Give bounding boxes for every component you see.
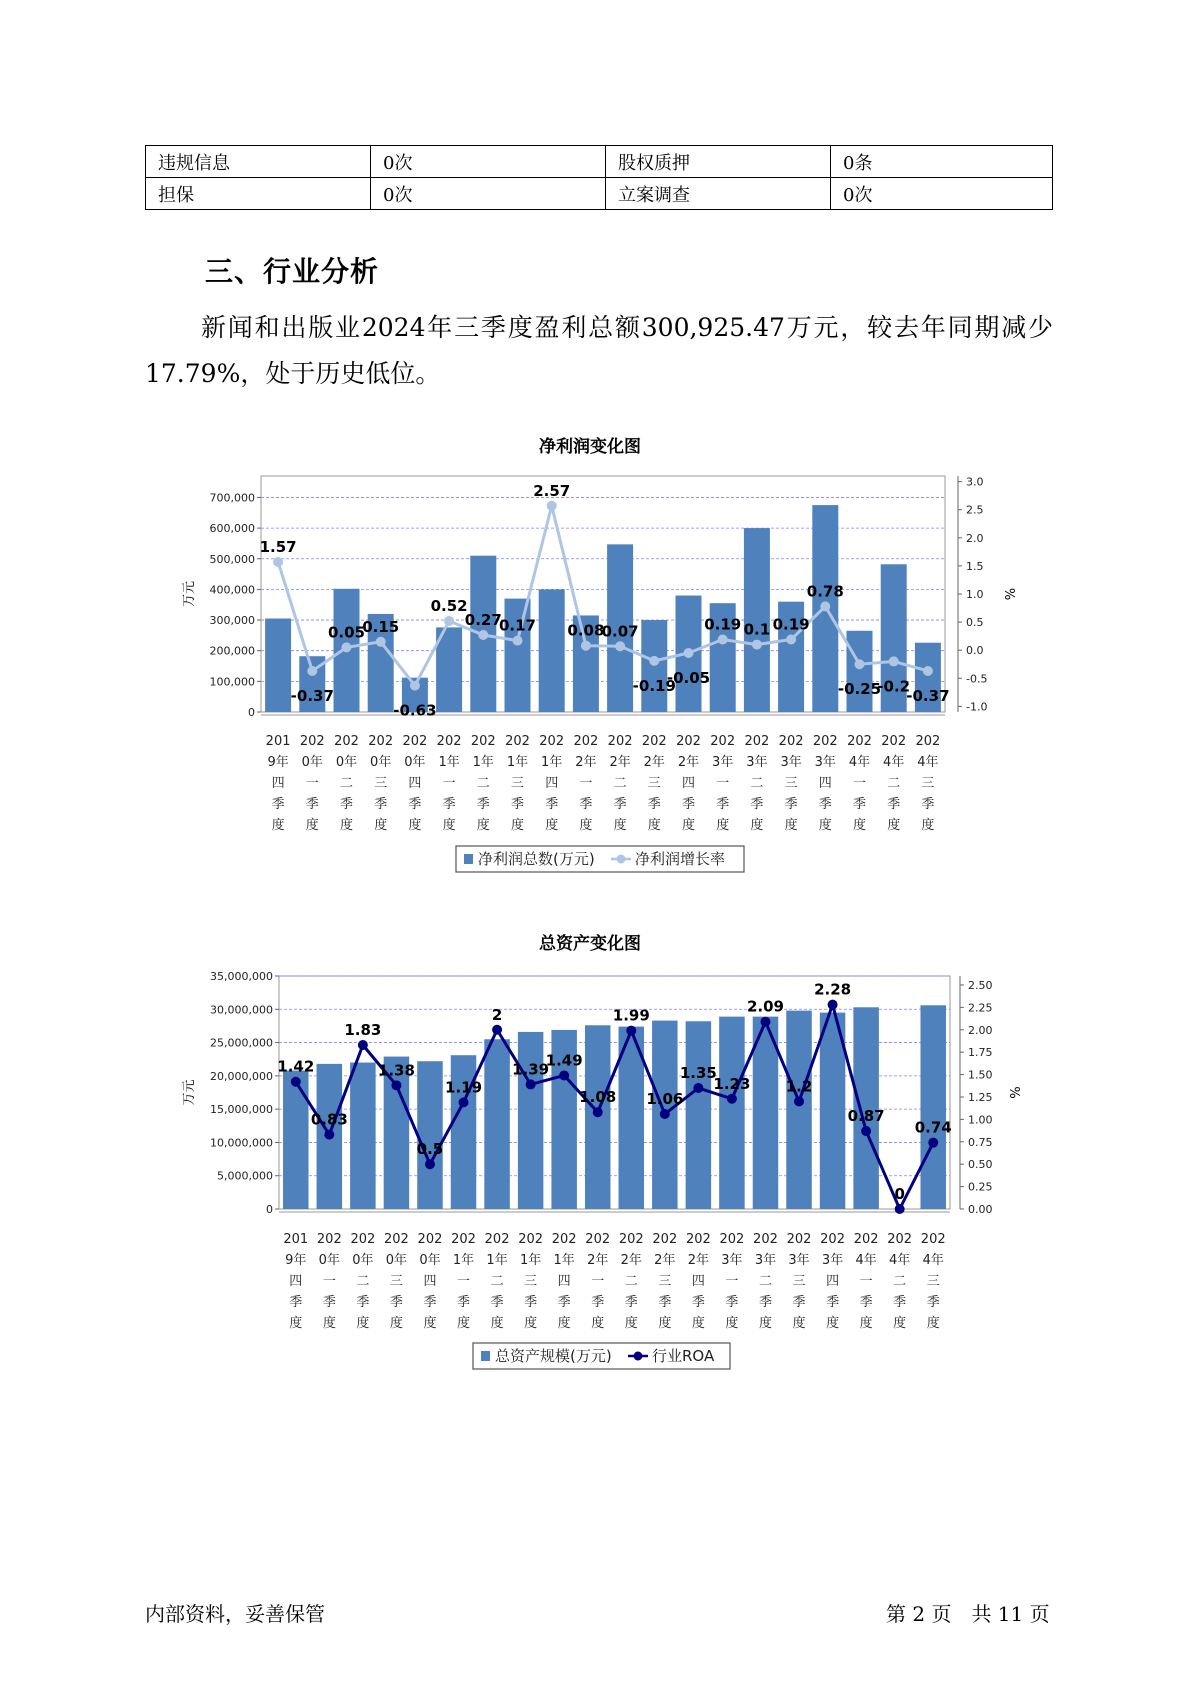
x-tick-label: 202 0年一季度 (299, 734, 325, 833)
data-label: 1.08 (579, 1088, 617, 1107)
data-point (324, 1130, 334, 1140)
bar (283, 1071, 308, 1209)
x-tick-label: 202 2年二季度 (618, 1232, 644, 1331)
legend-label: 净利润增长率 (635, 850, 726, 868)
data-point (660, 1109, 670, 1119)
data-label: 2.09 (746, 997, 784, 1016)
data-point (760, 1017, 770, 1027)
x-tick-label: 202 2年三季度 (652, 1232, 678, 1331)
y2-tick-label: -1.0 (966, 700, 988, 714)
y2-tick-label: 0.5 (966, 616, 984, 630)
x-tick-label: 202 1年二季度 (470, 734, 496, 833)
data-point (391, 1080, 401, 1090)
y-tick-label: 600,000 (209, 522, 255, 536)
y-tick-label: 10,000,000 (210, 1136, 273, 1150)
table-cell: 0次 (371, 146, 606, 178)
data-label: 0.83 (310, 1110, 348, 1129)
data-label: 1.49 (545, 1051, 583, 1070)
data-label: 0.1 (743, 620, 771, 639)
x-tick-label: 202 1年一季度 (436, 734, 462, 833)
y2-tick-label: 0.75 (968, 1135, 993, 1149)
data-label: 0.08 (567, 621, 605, 640)
data-label: 1.23 (713, 1074, 751, 1093)
y2-tick-label: 1.75 (968, 1046, 993, 1060)
data-label: 2.57 (533, 481, 571, 500)
data-label: 1.38 (377, 1061, 415, 1080)
x-tick-label: 202 3年一季度 (719, 1232, 745, 1331)
x-tick-label: 202 4年二季度 (881, 734, 907, 833)
data-label: -0.25 (837, 680, 882, 699)
legend-label: 行业ROA (652, 1347, 715, 1365)
y2-axis-label: % (1001, 587, 1016, 601)
data-point (794, 1096, 804, 1106)
data-point (928, 1138, 938, 1148)
data-label: 0.17 (498, 616, 537, 635)
data-label: -0.37 (290, 686, 334, 705)
y-tick-label: 200,000 (209, 644, 255, 658)
footer-note: 内部资料，妥善保管 (145, 1602, 325, 1626)
data-label: 0.07 (601, 622, 639, 641)
y2-tick-label: 1.50 (968, 1068, 993, 1082)
y-tick-label: 25,000,000 (210, 1036, 273, 1050)
data-label: -0.37 (906, 686, 950, 705)
y2-tick-label: 0.0 (966, 644, 984, 658)
y-axis-label: 万元 (182, 1079, 197, 1106)
data-label: 1.83 (344, 1021, 382, 1040)
bar (484, 1039, 509, 1209)
table-cell: 0条 (831, 146, 1053, 178)
data-point (559, 1070, 569, 1080)
x-tick-label: 202 4年一季度 (847, 734, 872, 833)
x-tick-label: 202 3年三季度 (786, 1232, 812, 1331)
x-tick-label: 202 3年四季度 (812, 734, 838, 833)
x-tick-label: 202 0年二季度 (334, 734, 359, 833)
data-label: 0.5 (416, 1140, 444, 1159)
x-tick-label: 202 3年三季度 (778, 734, 804, 833)
x-tick-label: 202 2年一季度 (585, 1232, 611, 1331)
x-tick-label: 202 2年四季度 (676, 734, 701, 833)
table-cell: 立案调查 (606, 178, 831, 210)
x-tick-label: 202 1年四季度 (551, 1232, 577, 1331)
legend-swatch-bar (481, 1351, 490, 1361)
x-tick-label: 202 3年四季度 (820, 1232, 845, 1331)
data-point (358, 1040, 368, 1050)
data-point (291, 1077, 301, 1087)
data-label: 0 (894, 1185, 905, 1203)
x-tick-label: 202 0年三季度 (368, 734, 394, 833)
x-tick-label: 202 0年一季度 (316, 1232, 342, 1331)
data-label: 1.57 (259, 537, 297, 556)
y-tick-label: 0 (266, 1203, 273, 1216)
x-tick-label: 202 3年二季度 (753, 1232, 778, 1331)
data-point (895, 1204, 905, 1214)
data-point (593, 1107, 603, 1117)
y-tick-label: 100,000 (209, 675, 255, 689)
data-label: 0.78 (806, 582, 844, 601)
x-tick-label: 202 4年三季度 (920, 1232, 946, 1331)
x-tick-label: 201 9年四季度 (265, 734, 291, 833)
data-label: 0.74 (914, 1118, 952, 1137)
y2-tick-label: -0.5 (966, 672, 988, 686)
data-label: 0.15 (362, 617, 400, 636)
y-tick-label: 700,000 (209, 491, 255, 505)
data-label: -0.63 (393, 701, 437, 720)
x-tick-label: 202 1年二季度 (484, 1232, 510, 1331)
x-tick-label: 202 1年三季度 (518, 1232, 544, 1331)
y-tick-label: 500,000 (209, 552, 255, 566)
x-tick-label: 202 3年一季度 (710, 734, 736, 833)
data-label: 2.28 (814, 980, 852, 999)
x-tick-label: 202 2年四季度 (685, 1232, 711, 1331)
x-tick-label: 202 0年四季度 (402, 734, 428, 833)
table-cell: 违规信息 (146, 146, 371, 178)
legend-label: 总资产规模(万元) (495, 1347, 612, 1365)
y2-axis-label: % (1006, 1086, 1021, 1099)
data-label: 0.52 (430, 596, 468, 615)
y-tick-label: 300,000 (209, 614, 255, 628)
data-label: -0.2 (877, 677, 911, 696)
data-label: 0.87 (847, 1107, 885, 1126)
x-tick-label: 202 1年一季度 (451, 1232, 476, 1331)
data-label: 2 (491, 1005, 503, 1024)
chart-title-assets: 总资产变化图 (539, 934, 641, 954)
data-point (828, 1000, 838, 1010)
y-tick-label: 0 (248, 706, 255, 719)
x-tick-label: 202 3年二季度 (744, 734, 770, 833)
y2-tick-label: 2.50 (968, 978, 993, 992)
table-cell: 担保 (146, 178, 371, 210)
data-point (492, 1025, 502, 1035)
y-axis-label: 万元 (182, 580, 197, 608)
x-tick-label: 202 1年四季度 (539, 734, 565, 833)
data-label: -0.19 (632, 676, 676, 695)
x-tick-label: 202 2年二季度 (607, 734, 633, 833)
x-tick-label: 202 4年二季度 (887, 1232, 913, 1331)
y2-tick-label: 1.0 (966, 588, 984, 601)
x-tick-label: 202 0年二季度 (350, 1232, 376, 1331)
y-tick-label: 5,000,000 (217, 1169, 273, 1183)
section-paragraph: 新闻和出版业2024年三季度盈利总额300,925.47万元，较去年同期减少17.79%，处于历史低位。 (145, 313, 1053, 388)
bar (417, 1061, 442, 1209)
y-tick-label: 15,000,000 (210, 1103, 273, 1117)
y-tick-label: 400,000 (209, 583, 255, 597)
table-cell: 0次 (371, 178, 606, 210)
page-number: 第 2 页 共 11 页 (886, 1602, 1050, 1626)
data-label: 0.19 (704, 615, 742, 634)
table-cell: 股权质押 (606, 146, 831, 178)
data-label: 0.05 (327, 623, 366, 642)
data-label: 0.19 (772, 615, 810, 634)
y2-tick-label: 2.0 (966, 531, 984, 545)
bar (518, 1032, 543, 1209)
x-tick-label: 202 1年三季度 (505, 734, 530, 833)
bar (920, 1005, 945, 1209)
bar (786, 1011, 811, 1209)
data-point (693, 1083, 703, 1093)
y2-tick-label: 0.50 (968, 1158, 993, 1172)
y2-tick-label: 2.00 (968, 1023, 993, 1037)
data-point (526, 1079, 536, 1089)
data-point (425, 1159, 435, 1169)
y-tick-label: 20,000,000 (210, 1069, 273, 1083)
x-tick-label: 202 4年三季度 (915, 734, 941, 833)
legend-label: 净利润总数(万元) (478, 850, 595, 868)
data-point (727, 1094, 737, 1104)
x-tick-label: 202 0年四季度 (417, 1232, 443, 1331)
data-label: 1.2 (785, 1077, 813, 1096)
y2-tick-label: 0.25 (968, 1180, 993, 1194)
data-point (626, 1026, 636, 1036)
chart-title-profit: 净利润变化图 (539, 437, 641, 457)
y-tick-label: 35,000,000 (210, 970, 273, 983)
x-tick-label: 202 2年三季度 (641, 734, 667, 833)
section-title: 三、行业分析 (205, 255, 380, 288)
y2-tick-label: 1.00 (968, 1113, 993, 1127)
data-label: 1.42 (277, 1057, 315, 1076)
data-label: 1.99 (612, 1006, 650, 1025)
y2-tick-label: 0.00 (968, 1203, 993, 1216)
x-tick-label: 202 2年一季度 (573, 734, 599, 833)
x-tick-label: 202 0年三季度 (384, 1232, 409, 1331)
y2-tick-label: 2.5 (966, 503, 984, 517)
bar (384, 1057, 409, 1209)
y2-tick-label: 1.5 (966, 559, 984, 573)
y2-tick-label: 3.0 (966, 475, 984, 489)
legend-swatch-dot (634, 1352, 643, 1361)
data-label: 1.39 (512, 1060, 550, 1079)
data-point (861, 1126, 871, 1136)
x-tick-label: 201 9年四季度 (283, 1232, 309, 1331)
table-cell: 0次 (831, 178, 1053, 210)
data-label: 1.06 (646, 1090, 684, 1109)
bar (350, 1063, 375, 1209)
y2-tick-label: 2.25 (968, 1001, 993, 1015)
bar (686, 1021, 711, 1209)
data-label: 0.27 (464, 611, 502, 630)
data-label: 1.35 (679, 1064, 717, 1083)
data-point (459, 1097, 469, 1107)
y-tick-label: 30,000,000 (210, 1003, 273, 1017)
y2-tick-label: 1.25 (968, 1090, 993, 1104)
data-label: -0.05 (666, 669, 711, 687)
x-tick-label: 202 4年一季度 (853, 1232, 879, 1331)
bar (719, 1017, 744, 1209)
data-label: 1.19 (445, 1078, 483, 1097)
